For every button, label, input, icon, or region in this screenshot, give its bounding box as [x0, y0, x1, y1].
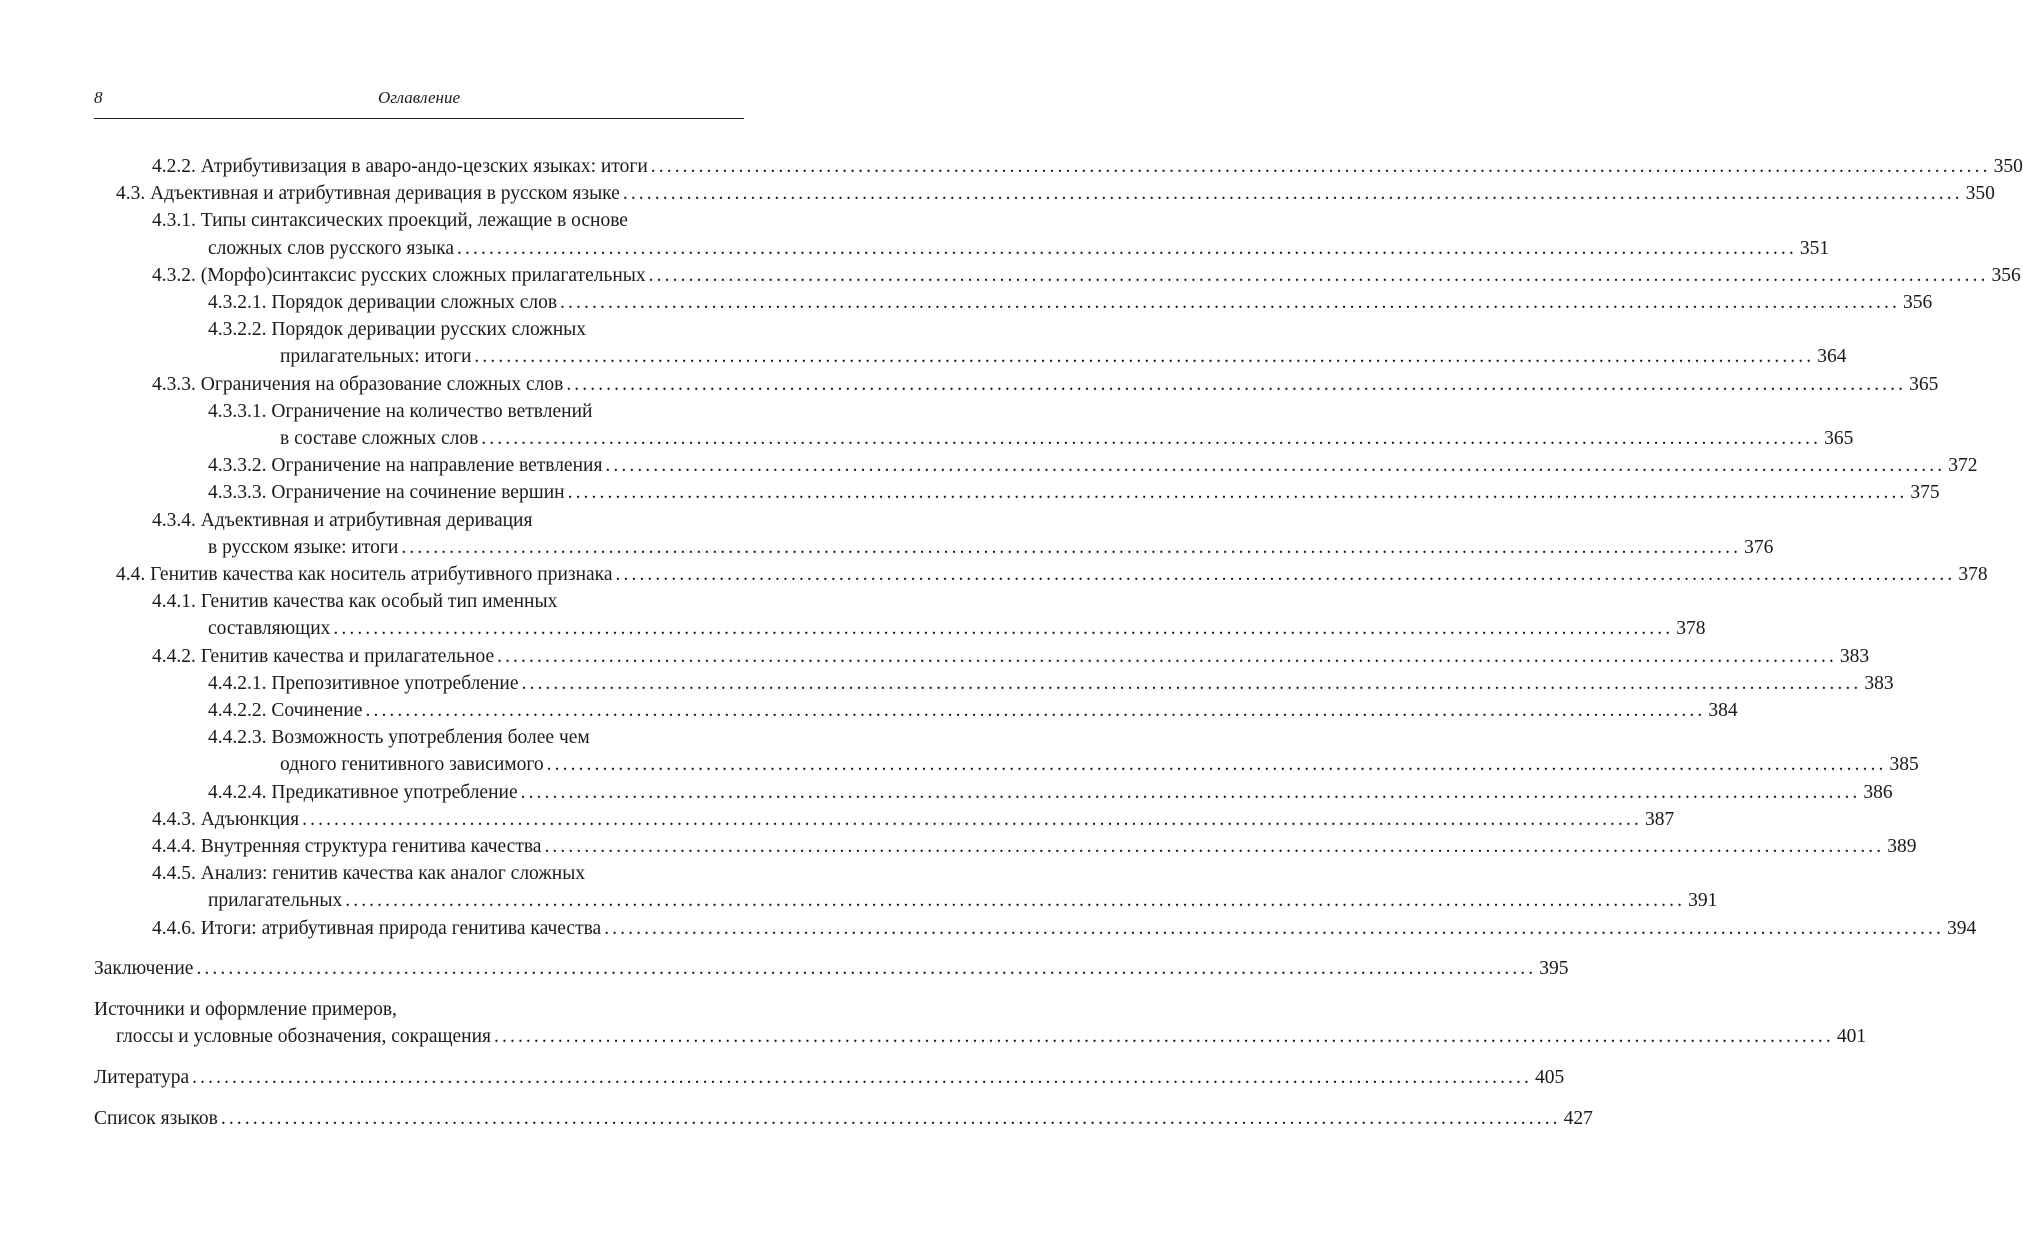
toc-entry-title: 4.3.2.2. Порядок деривации русских сложных: [208, 319, 586, 341]
dot-leader: ........................................................................................................................................................................: [520, 781, 1861, 803]
toc-page-number: 351: [1799, 237, 1830, 259]
toc-entry-title: сложных слов русского языка: [208, 237, 455, 259]
toc-entry-line: [94, 751, 1919, 778]
toc-entry-line: [94, 833, 1917, 860]
dot-leader: ........................................................................................................................................................................: [566, 373, 1907, 395]
toc-entry[interactable]: [94, 670, 1894, 697]
toc-entry-line: [94, 153, 2023, 180]
dot-leader: ........................................................................................................................................................................: [192, 1067, 1532, 1089]
toc-entry[interactable]: [94, 507, 1774, 561]
toc-page-number: 383: [1839, 645, 1870, 667]
toc-entry-line: [94, 697, 1738, 724]
toc-entry-line: [94, 806, 1675, 833]
toc-entry[interactable]: [94, 262, 2021, 289]
dot-leader: ........................................................................................................................................................................: [615, 564, 1956, 586]
toc-entry-title: 4.3.3.2. Ограничение на направление ветвления: [208, 455, 603, 477]
toc-entry[interactable]: [94, 289, 1933, 316]
toc-page-number: 387: [1644, 808, 1675, 830]
toc-entry[interactable]: [94, 860, 1718, 914]
toc-entry-title: в русском языке: итоги: [208, 536, 399, 558]
toc-page-number: 356: [1902, 292, 1933, 314]
toc-page-number: 365: [1824, 428, 1854, 450]
dot-leader: ........................................................................................................................................................................: [474, 346, 1815, 368]
toc-entry-line: [94, 915, 1977, 942]
toc-entry-line: [94, 343, 1847, 370]
table-of-contents: [94, 153, 2023, 1132]
toc-entry-title: 4.3.3.1. Ограничение на количество ветвлений: [208, 400, 593, 422]
dot-leader: ........................................................................................................................................................................: [567, 482, 1908, 504]
toc-entry[interactable]: [94, 697, 1738, 724]
toc-entry-line: [94, 425, 1854, 452]
dot-leader: ........................................................................................................................................................................: [560, 292, 1900, 314]
toc-entry[interactable]: [94, 833, 1917, 860]
toc-entry-title: 4.3.2.1. Порядок деривации сложных слов: [208, 292, 558, 314]
toc-page-number: 376: [1744, 536, 1774, 558]
toc-entry-line: [94, 1023, 1867, 1050]
toc-entry-title: 4.3.1. Типы синтаксических проекций, лежащие в основе: [152, 210, 628, 232]
toc-page-number: 385: [1889, 754, 1919, 776]
toc-entry-line: [94, 479, 1940, 506]
page-number: 8: [94, 88, 103, 107]
dot-leader: ........................................................................................................................................................................: [345, 890, 1686, 912]
dot-leader: ........................................................................................................................................................................: [494, 1026, 1834, 1048]
toc-entry-title: 4.4.2.2. Сочинение: [208, 700, 363, 722]
toc-entry-title: 4.3. Адъективная и атрибутивная деривация в русском языке: [116, 183, 620, 205]
dot-leader: ........................................................................................................................................................................: [650, 156, 1991, 177]
toc-entry-title: 4.2.2. Атрибутивизация в аваро-андо-цезских языках: итоги: [152, 156, 648, 177]
dot-leader: ........................................................................................................................................................................: [622, 183, 1963, 205]
toc-entry-title: Литература: [94, 1067, 190, 1089]
toc-page-number: 386: [1863, 781, 1893, 803]
dot-leader: ........................................................................................................................................................................: [302, 808, 1642, 830]
toc-entry[interactable]: [94, 153, 2023, 180]
dot-leader: ........................................................................................................................................................................: [333, 618, 1674, 640]
toc-entry[interactable]: [94, 996, 1867, 1050]
toc-entry[interactable]: [94, 479, 1940, 506]
toc-page-number: 365: [1909, 373, 1939, 395]
toc-page-number: 394: [1947, 917, 1977, 939]
toc-entry[interactable]: [94, 955, 1569, 982]
running-header: [94, 88, 744, 112]
dot-leader: ........................................................................................................................................................................: [648, 264, 1989, 286]
toc-entry-line: [94, 289, 1933, 316]
dot-leader: ........................................................................................................................................................................: [481, 428, 1822, 450]
dot-leader: ........................................................................................................................................................................: [401, 536, 1742, 558]
toc-page-number: 378: [1676, 618, 1706, 640]
dot-leader: ........................................................................................................................................................................: [365, 700, 1706, 722]
header-rule: [94, 118, 744, 119]
dot-leader: ........................................................................................................................................................................: [497, 645, 1837, 667]
toc-page-number: 383: [1864, 672, 1894, 694]
dot-leader: ........................................................................................................................................................................: [457, 237, 1797, 259]
toc-entry-line: [94, 887, 1718, 914]
toc-page-number: 395: [1539, 958, 1569, 980]
toc-entry-line: [94, 1064, 1565, 1091]
toc-page-number: 378: [1958, 564, 1988, 586]
toc-entry-title: одного генитивного зависимого: [280, 754, 544, 776]
toc-entry-line: [94, 670, 1894, 697]
toc-entry-title: 4.3.2. (Морфо)синтаксис русских сложных прилагательных: [152, 264, 646, 286]
toc-entry-title: 4.4.2.3. Возможность употребления более чем: [208, 727, 590, 749]
toc-entry-line: [94, 235, 1830, 262]
toc-page-number: 389: [1887, 836, 1917, 858]
toc-page-number: 350: [1965, 183, 1995, 205]
toc-entry-line: [94, 371, 1939, 398]
toc-page-number: 384: [1708, 700, 1738, 722]
toc-entry-title: составляющих: [208, 618, 331, 640]
dot-leader: ........................................................................................................................................................................: [544, 836, 1885, 858]
toc-entry-title: 4.4.6. Итоги: атрибутивная природа генитива качества: [152, 917, 602, 939]
toc-page-number: 364: [1817, 346, 1847, 368]
toc-entry-title: 4.4.3. Адъюнкция: [152, 808, 300, 830]
toc-entry[interactable]: [94, 643, 1870, 670]
toc-entry-title: 4.4. Генитив качества как носитель атрибутивного признака: [116, 564, 613, 586]
toc-entry-title: 4.4.2.1. Препозитивное употребление: [208, 672, 519, 694]
toc-entry-line: [94, 643, 1870, 670]
dot-leader: ........................................................................................................................................................................: [605, 455, 1946, 477]
toc-entry[interactable]: [94, 452, 1978, 479]
toc-entry[interactable]: [94, 724, 1919, 778]
toc-entry-title: Заключение: [94, 958, 194, 980]
toc-entry-line: [94, 1105, 1593, 1132]
toc-entry-title: 4.4.2. Генитив качества и прилагательное: [152, 645, 495, 667]
toc-entry-title: 4.3.4. Адъективная и атрибутивная деривация: [152, 509, 533, 531]
toc-entry-line: [94, 955, 1569, 982]
toc-entry-title: 4.3.3.3. Ограничение на сочинение вершин: [208, 482, 565, 504]
toc-entry-title: 4.4.4. Внутренняя структура генитива качества: [152, 836, 542, 858]
toc-entry-title: 4.4.1. Генитив качества как особый тип именных: [152, 591, 558, 613]
toc-entry-title: прилагательных: [208, 890, 343, 912]
toc-entry-line: [94, 615, 1706, 642]
toc-entry[interactable]: [94, 398, 1854, 452]
toc-entry[interactable]: [94, 1105, 1593, 1132]
toc-page-number: 375: [1910, 482, 1940, 504]
toc-entry[interactable]: [94, 371, 1939, 398]
toc-entry-title: Список языков: [94, 1108, 218, 1130]
toc-entry-line: [94, 262, 2021, 289]
toc-page-number: 401: [1836, 1026, 1867, 1048]
toc-entry-line: [94, 180, 1995, 207]
toc-entry[interactable]: [94, 561, 1988, 588]
toc-entry[interactable]: [94, 316, 1847, 370]
toc-entry-title: Источники и оформление примеров,: [94, 999, 397, 1021]
toc-entry-line: [94, 561, 1988, 588]
toc-entry-title: 4.4.5. Анализ: генитив качества как аналог сложных: [152, 863, 586, 885]
toc-page-number: 372: [1948, 455, 1978, 477]
toc-entry[interactable]: [94, 1064, 1565, 1091]
dot-leader: ........................................................................................................................................................................: [604, 917, 1945, 939]
dot-leader: ........................................................................................................................................................................: [546, 754, 1887, 776]
book-page: [94, 0, 2023, 1241]
toc-entry[interactable]: [94, 588, 1706, 642]
toc-entry-line: [94, 779, 1893, 806]
dot-leader: ........................................................................................................................................................................: [196, 958, 1537, 980]
toc-entry-line: [94, 452, 1978, 479]
toc-entry[interactable]: [94, 207, 1830, 261]
toc-entry[interactable]: [94, 806, 1675, 833]
toc-entry-title: 4.4.2.4. Предикативное употребление: [208, 781, 518, 803]
toc-entry[interactable]: [94, 180, 1995, 207]
toc-entry-line: [94, 534, 1774, 561]
toc-entry-title: глоссы и условные обозначения, сокращения: [116, 1026, 492, 1048]
toc-page-number: 427: [1563, 1108, 1593, 1130]
toc-entry[interactable]: [94, 779, 1893, 806]
dot-leader: ........................................................................................................................................................................: [220, 1108, 1561, 1130]
toc-entry-title: 4.3.3. Ограничения на образование сложных слов: [152, 373, 564, 395]
toc-page-number: 350: [1993, 156, 2023, 177]
toc-entry-title: в составе сложных слов: [280, 428, 479, 450]
dot-leader: ........................................................................................................................................................................: [521, 672, 1862, 694]
toc-entry[interactable]: [94, 915, 1977, 942]
toc-entry-title: прилагательных: итоги: [280, 346, 472, 368]
running-title: Оглавление: [377, 88, 461, 107]
toc-page-number: 356: [1991, 264, 2021, 286]
toc-page-number: 391: [1688, 890, 1718, 912]
toc-page-number: 405: [1534, 1067, 1565, 1089]
